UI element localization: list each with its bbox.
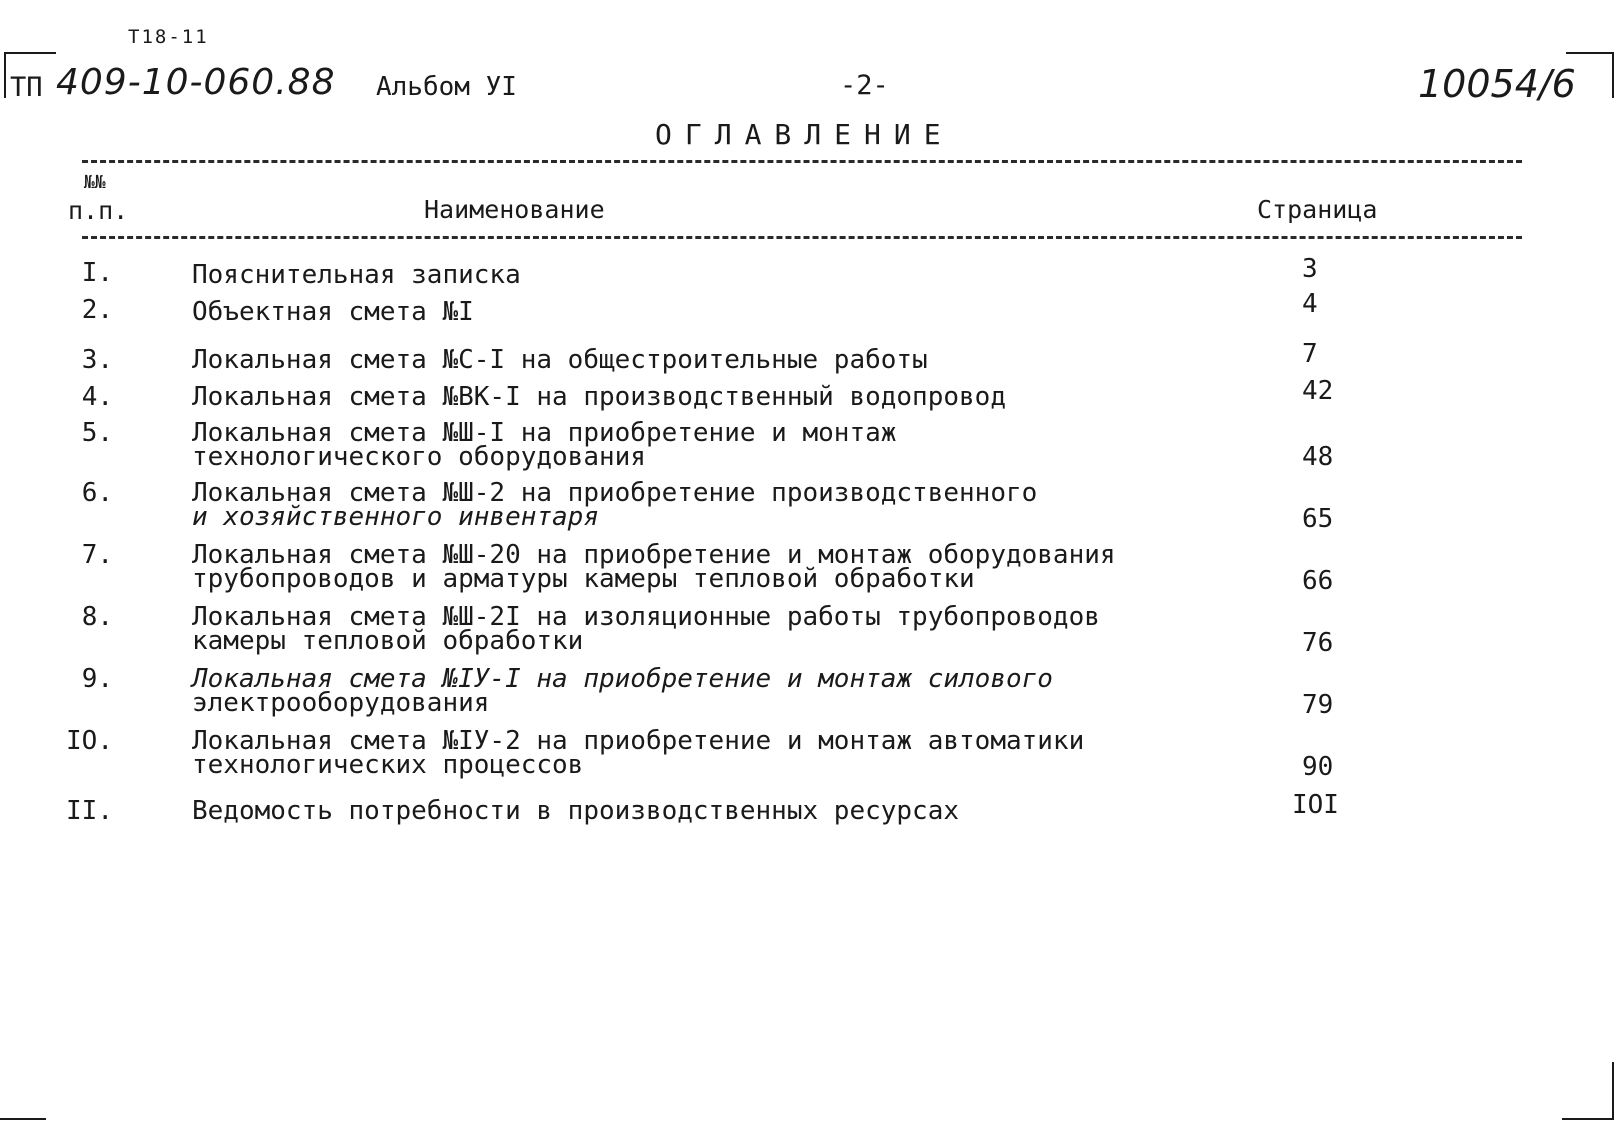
entry-number: I. bbox=[81, 258, 113, 288]
entry-title-continued: камеры тепловой обработки bbox=[192, 626, 584, 656]
entry-title: Пояснительная записка bbox=[192, 260, 521, 290]
album-label: Альбом УI bbox=[376, 72, 517, 102]
entry-title: Объектная смета №I bbox=[192, 297, 474, 327]
column-page-header: Страница bbox=[1257, 195, 1378, 224]
entry-page: 76 bbox=[1302, 628, 1334, 658]
entry-title: Локальная смета №ВК-I на производственный водопровод bbox=[192, 382, 1006, 412]
header-bottom-rule bbox=[82, 236, 1522, 239]
frame-corner-bottom-right-h bbox=[1562, 1118, 1614, 1120]
tp-label: ТП bbox=[10, 72, 43, 103]
inventory-number: 10054/6 bbox=[1418, 62, 1576, 106]
entry-title: Локальная смета №Ш-2I на изоляционные работы трубопроводов bbox=[192, 602, 1100, 632]
page-number: -2- bbox=[840, 70, 889, 101]
entry-number: II. bbox=[66, 796, 113, 826]
entry-title-continued: трубопроводов и арматуры камеры тепловой обработки bbox=[192, 564, 975, 594]
entry-title-continued: технологического оборудования bbox=[192, 442, 646, 472]
entry-page: 90 bbox=[1302, 752, 1334, 782]
column-number-symbol: №№ bbox=[84, 172, 106, 193]
entry-page: 79 bbox=[1302, 690, 1334, 720]
frame-corner-top-right-v bbox=[1612, 52, 1614, 98]
entry-page: 3 bbox=[1302, 254, 1318, 284]
toc-entry bbox=[0, 790, 1623, 856]
entry-page: 65 bbox=[1302, 504, 1334, 534]
column-name-header: Наименование bbox=[424, 195, 605, 224]
entry-page: 42 bbox=[1302, 376, 1334, 406]
toc-entry bbox=[0, 726, 1623, 790]
entry-number: 5. bbox=[81, 418, 113, 448]
entry-title-continued: электрооборудования bbox=[192, 688, 490, 718]
entry-number: 2. bbox=[81, 295, 113, 325]
frame-corner-top-left-v bbox=[4, 52, 6, 98]
frame-corner-top-right-h bbox=[1566, 52, 1614, 54]
entry-number: IO. bbox=[66, 726, 113, 756]
entry-title-continued: технологических процессов bbox=[192, 750, 584, 780]
entry-title: Локальная смета №Ш-20 на приобретение и монтаж оборудования bbox=[192, 540, 1116, 570]
column-number-label: п.п. bbox=[68, 196, 129, 225]
entry-title: Локальная смета №IУ-2 на приобретение и монтаж автоматики bbox=[192, 726, 1085, 756]
toc-entry bbox=[0, 540, 1623, 604]
entry-number: 9. bbox=[81, 664, 113, 694]
entry-title: Локальная смета №Ш-2 на приобретение производственного bbox=[192, 478, 1038, 508]
entry-page: 66 bbox=[1302, 566, 1334, 596]
entry-page: 48 bbox=[1302, 442, 1334, 472]
entry-page: 4 bbox=[1302, 289, 1318, 319]
toc-entry bbox=[0, 664, 1623, 728]
header-top-rule bbox=[82, 160, 1522, 163]
page-title: ОГЛАВЛЕНИЕ bbox=[655, 118, 954, 151]
frame-corner-bottom-right-v bbox=[1612, 1062, 1614, 1120]
entry-number: 6. bbox=[81, 478, 113, 508]
frame-corner-top-left-h bbox=[4, 52, 56, 54]
document-number: 409-10-060.88 bbox=[56, 62, 336, 103]
frame-corner-bottom-left-h bbox=[0, 1118, 46, 1120]
toc-entry bbox=[0, 478, 1623, 542]
stamp-code: Т18-11 bbox=[128, 26, 209, 48]
entry-title: Локальная смета №С-I на общестроительные работы bbox=[192, 345, 928, 375]
entry-number: 7. bbox=[81, 540, 113, 570]
entry-title: Локальная смета №IУ-I на приобретение и монтаж силового bbox=[192, 664, 1053, 694]
entry-title: Ведомость потребности в производственных ресурсах bbox=[192, 796, 960, 826]
entry-page: 7 bbox=[1302, 339, 1318, 369]
entry-number: 8. bbox=[81, 602, 113, 632]
toc-entry bbox=[0, 602, 1623, 666]
entry-number: 3. bbox=[81, 345, 113, 375]
entry-page: IOI bbox=[1292, 790, 1339, 820]
toc-entry bbox=[0, 420, 1623, 480]
entry-title: Локальная смета №Ш-I на приобретение и монтаж bbox=[192, 418, 897, 448]
entry-number: 4. bbox=[81, 382, 113, 412]
entry-title-continued: и хозяйственного инвентаря bbox=[192, 502, 599, 532]
